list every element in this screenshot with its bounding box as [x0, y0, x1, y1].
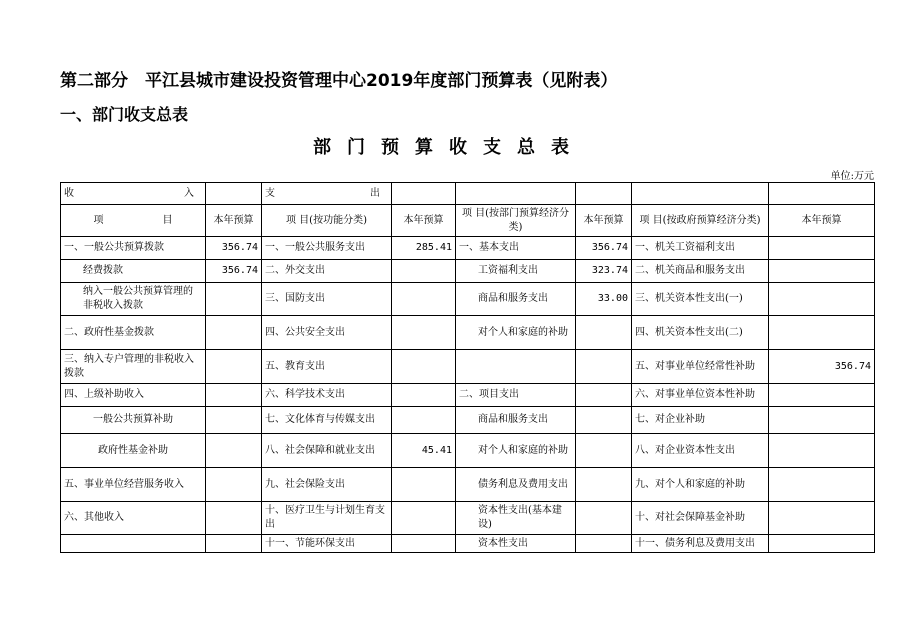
gov-amount: [769, 384, 875, 407]
func-item: 一、一般公共服务支出: [262, 237, 392, 260]
dept-item: 工资福利支出: [456, 260, 576, 283]
income-item: 一般公共预算补助: [61, 407, 206, 434]
income-item: [61, 535, 206, 553]
func-amount: [392, 535, 456, 553]
gov-item: 一、机关工资福利支出: [632, 237, 769, 260]
income-amount: [206, 434, 262, 468]
header-gov-amount: 本年预算: [769, 205, 875, 237]
func-amount: [392, 468, 456, 502]
income-amount: 356.74: [206, 260, 262, 283]
dept-item: 对个人和家庭的补助: [456, 434, 576, 468]
func-item: 十一、节能环保支出: [262, 535, 392, 553]
gov-item: 三、机关资本性支出(一): [632, 283, 769, 316]
table-row: [61, 237, 875, 260]
gov-item: 六、对事业单位资本性补助: [632, 384, 769, 407]
expense-group-header: 支 出: [262, 183, 392, 205]
dept-item: 债务利息及费用支出: [456, 468, 576, 502]
income-amount: [206, 316, 262, 350]
table-row: [61, 283, 875, 316]
gov-amount: [769, 316, 875, 350]
func-amount: [392, 384, 456, 407]
table-row: [61, 350, 875, 384]
func-item: 五、教育支出: [262, 350, 392, 384]
func-amount: [392, 260, 456, 283]
header-income-amount: 本年预算: [206, 205, 262, 237]
table-row: [61, 434, 875, 468]
dept-item: 资本性支出: [456, 535, 576, 553]
income-item: 六、其他收入: [61, 502, 206, 535]
gov-item: 九、对个人和家庭的补助: [632, 468, 769, 502]
header-dept-amount: 本年预算: [576, 205, 632, 237]
func-item: 九、社会保险支出: [262, 468, 392, 502]
income-item: 五、事业单位经营服务收入: [61, 468, 206, 502]
column-header-row: [61, 205, 875, 237]
income-group-header: 收 入: [61, 183, 206, 205]
unit-label: 单位:万元: [830, 171, 874, 182]
dept-amount: [576, 502, 632, 535]
table-row: [61, 407, 875, 434]
dept-amount: [576, 316, 632, 350]
dept-amount: [576, 434, 632, 468]
income-amount: 356.74: [206, 237, 262, 260]
func-item: 六、科学技术支出: [262, 384, 392, 407]
func-amount: 285.41: [392, 237, 456, 260]
header-dept: 项 目(按部门预算经济分类): [456, 205, 576, 237]
income-amount: [206, 468, 262, 502]
table-row: [61, 468, 875, 502]
func-amount: [392, 316, 456, 350]
gov-item: 十一、债务利息及费用支出: [632, 535, 769, 553]
gov-item: 五、对事业单位经常性补助: [632, 350, 769, 384]
income-item: 政府性基金补助: [61, 434, 206, 468]
table-row: [61, 260, 875, 283]
income-amount: [206, 535, 262, 553]
group-header-row: [61, 183, 875, 205]
func-item: 十、医疗卫生与计划生育支出: [262, 502, 392, 535]
income-item: 经费拨款: [61, 260, 206, 283]
gov-item: 八、对企业资本性支出: [632, 434, 769, 468]
gov-item: 四、机关资本性支出(二): [632, 316, 769, 350]
dept-item: 商品和服务支出: [456, 407, 576, 434]
gov-amount: [769, 407, 875, 434]
table-row: [61, 384, 875, 407]
income-amount: [206, 350, 262, 384]
header-item: 项 目: [61, 205, 206, 237]
table-title: 部门预算收支总表: [313, 137, 585, 158]
func-amount: [392, 283, 456, 316]
gov-amount: [769, 535, 875, 553]
func-item: 四、公共安全支出: [262, 316, 392, 350]
income-amount: [206, 283, 262, 316]
dept-amount: 33.00: [576, 283, 632, 316]
dept-amount: [576, 384, 632, 407]
gov-amount: [769, 502, 875, 535]
gov-item: 十、对社会保障基金补助: [632, 502, 769, 535]
section-title: 一、部门收支总表: [60, 105, 189, 124]
dept-amount: 323.74: [576, 260, 632, 283]
income-amount: [206, 384, 262, 407]
income-amount: [206, 502, 262, 535]
header-func: 项 目(按功能分类): [262, 205, 392, 237]
dept-item: 资本性支出(基本建设): [456, 502, 576, 535]
income-item: 纳入一般公共预算管理的非税收入拨款: [61, 283, 206, 316]
func-item: 三、国防支出: [262, 283, 392, 316]
dept-item: 二、项目支出: [456, 384, 576, 407]
table-row: [61, 316, 875, 350]
func-item: 七、文化体育与传媒支出: [262, 407, 392, 434]
header-func-amount: 本年预算: [392, 205, 456, 237]
dept-amount: 356.74: [576, 237, 632, 260]
func-item: 八、社会保障和就业支出: [262, 434, 392, 468]
dept-item: 对个人和家庭的补助: [456, 316, 576, 350]
income-item: 二、政府性基金拨款: [61, 316, 206, 350]
dept-amount: [576, 535, 632, 553]
func-amount: 45.41: [392, 434, 456, 468]
func-amount: [392, 350, 456, 384]
header-gov: 项 目(按政府预算经济分类): [632, 205, 769, 237]
gov-amount: 356.74: [769, 350, 875, 384]
income-amount: [206, 407, 262, 434]
dept-amount: [576, 407, 632, 434]
gov-item: 二、机关商品和服务支出: [632, 260, 769, 283]
gov-item: 七、对企业补助: [632, 407, 769, 434]
func-amount: [392, 502, 456, 535]
gov-amount: [769, 434, 875, 468]
gov-amount: [769, 237, 875, 260]
func-amount: [392, 407, 456, 434]
income-item: 三、纳入专户管理的非税收入拨款: [61, 350, 206, 384]
part-title: 第二部分 平江县城市建设投资管理中心2019年度部门预算表（见附表）: [60, 71, 618, 91]
income-item: 一、一般公共预算拨款: [61, 237, 206, 260]
dept-item: 商品和服务支出: [456, 283, 576, 316]
dept-amount: [576, 350, 632, 384]
gov-amount: [769, 468, 875, 502]
func-item: 二、外交支出: [262, 260, 392, 283]
budget-summary-table: [60, 182, 875, 553]
table-row: [61, 502, 875, 535]
gov-amount: [769, 260, 875, 283]
income-item: 四、上级补助收入: [61, 384, 206, 407]
table-row: [61, 535, 875, 553]
dept-item: [456, 350, 576, 384]
dept-item: 一、基本支出: [456, 237, 576, 260]
dept-amount: [576, 468, 632, 502]
gov-amount: [769, 283, 875, 316]
